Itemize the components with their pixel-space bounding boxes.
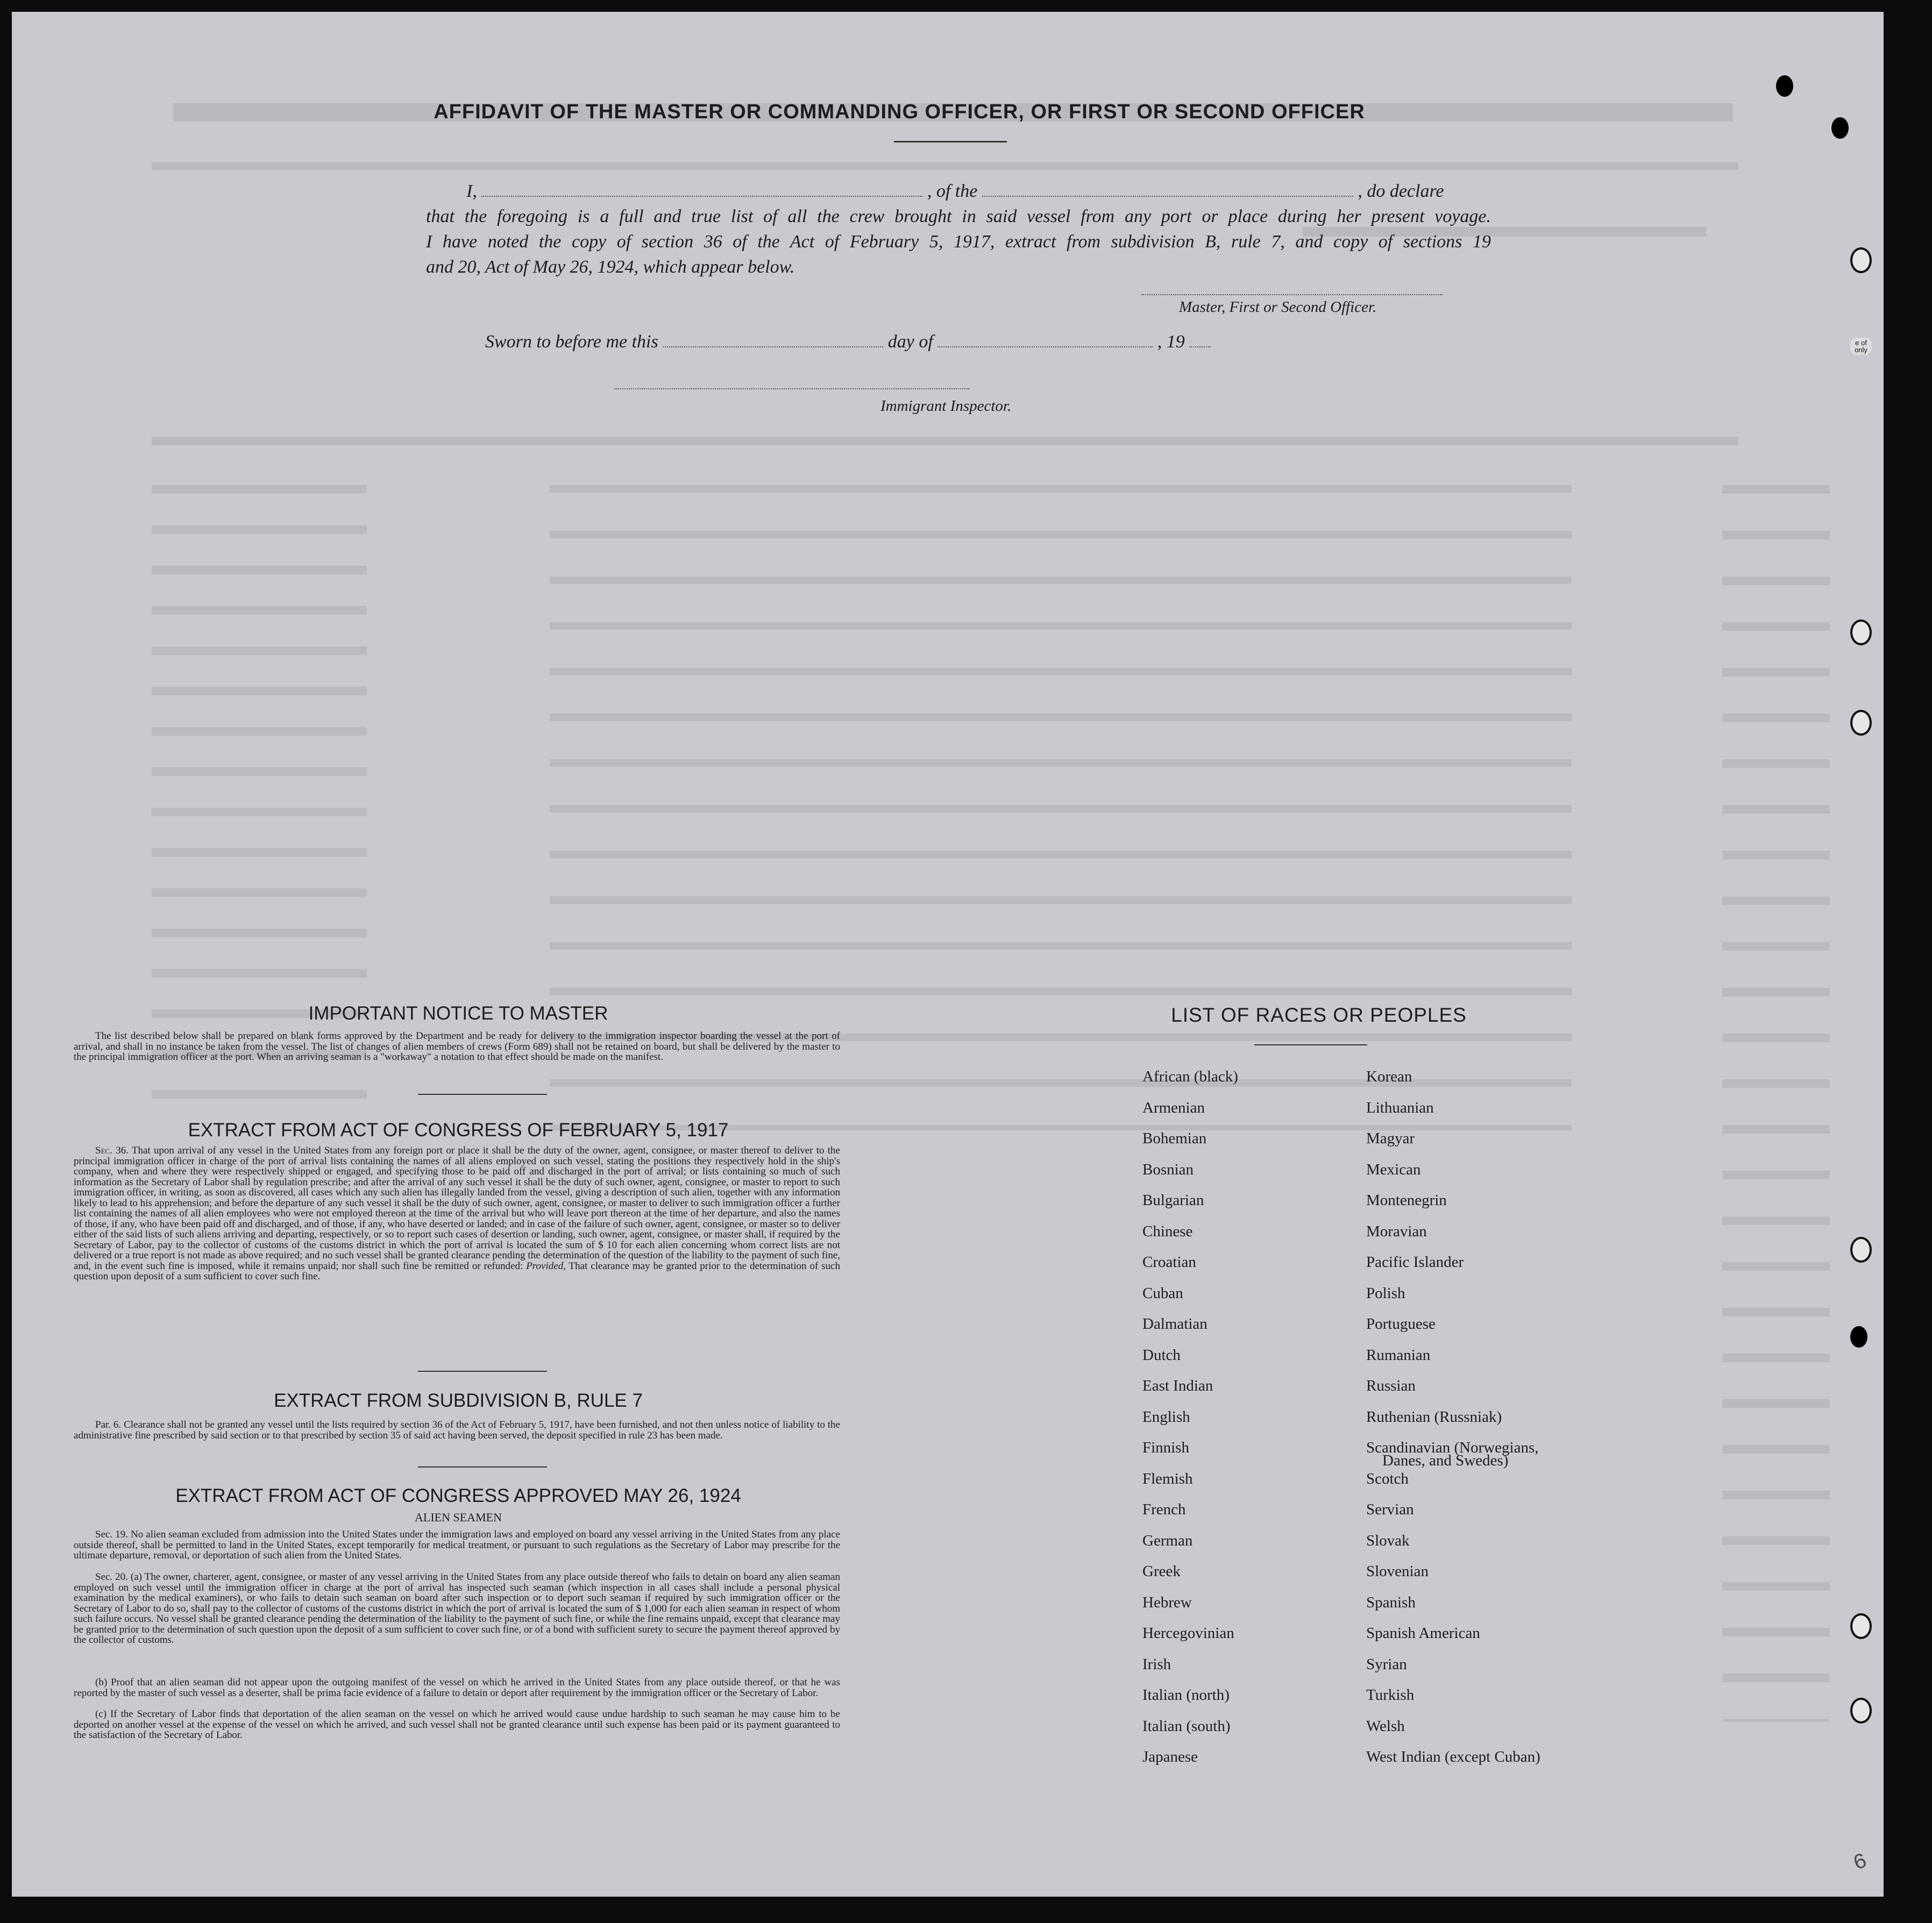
- master-signature-line[interactable]: [1141, 294, 1443, 295]
- act-1917-title: EXTRACT FROM ACT OF CONGRESS OF FEBRUARY 5, 1917: [188, 1120, 729, 1141]
- race-item: Finnish: [1142, 1439, 1190, 1456]
- race-item: Servian: [1366, 1501, 1414, 1518]
- race-item: English: [1142, 1408, 1190, 1426]
- race-item-scandinavian: [1366, 1440, 1624, 1471]
- race-item: Slovak: [1366, 1532, 1410, 1549]
- race-item: French: [1142, 1501, 1186, 1518]
- races-title-rule: [1254, 1044, 1367, 1045]
- race-item: Croatian: [1142, 1253, 1196, 1271]
- declaration-line-1: [426, 179, 1491, 204]
- vessel-name-blank-field[interactable]: [982, 182, 1353, 197]
- binder-hole-icon: [1850, 1613, 1872, 1639]
- race-item: Dalmatian: [1142, 1315, 1208, 1333]
- act-1917-provided: Provided,: [526, 1260, 566, 1272]
- race-item: Flemish: [1142, 1470, 1193, 1487]
- act-1917-body: [74, 1145, 840, 1282]
- act-1924-sec-20b: (b) Proof that an alien seaman did not appear upon the outgoing manifest of the vessel on which he arrived in the United States from any place outside thereof, or that he was reported by the master of such vessel as a deserter, shall be prima facie evidence of a failure to detain or deport after requirement by the immigration officer or the Secretary of Labor.: [74, 1677, 840, 1699]
- binder-hole-icon: [1850, 1326, 1867, 1348]
- act-1924-sec-20a: Sec. 20. (a) The owner, charterer, agent, consignee, or master of any vessel arriving in the United States from any place outside thereof who fails to detain on board any alien seaman employed on such vessel until the immigration officer in charge at the port of arrival has inspected such seaman (which inspection in all cases shall include a personal physical examination by the medical examiners), or who fails to detain such seaman on board after such inspection or to deport such seaman if required by such immigration officer or the Secretary of Labor to do so, shall pay to the collector of customs of the customs district in which the port of arrival is located the sum of $ 1,000 for each alien seaman in respect of whom such failure occurs. No vessel shall be granted clearance pending the determination of the liability to the payment of such fine, or while the fine remains unpaid, except that clearance may be granted prior to the determination of such question upon the deposit of a sum sufficient to cover such fine, or of a bond with sufficient surety to secure the payment thereof approved by the collector of customs.: [74, 1571, 840, 1646]
- race-item: Hebrew: [1142, 1593, 1192, 1611]
- binder-hole-icon: [1776, 75, 1793, 97]
- binder-hole-icon: [1850, 619, 1872, 645]
- affidavit-title-rule: [894, 141, 1007, 143]
- margin-tab-text: e of only: [1850, 338, 1872, 355]
- race-item: Scandinavian (Norwegians,: [1366, 1439, 1539, 1456]
- race-item: Syrian: [1366, 1655, 1407, 1673]
- notice-body: The list described below shall be prepared on blank forms approved by the Department and be ready for delivery to the immigration inspector boarding the vessel at the port of arrival, and shall in no instance be taken from the vessel. The list of changes of alien members of crews (Form 689) shall not be retained on board, but shall be delivered by the master to the principal immigration officer at the port. When an arriving seaman is a "workaway" a notation to that effect should be made on the manifest.: [74, 1030, 840, 1063]
- act-1917-text-end: That clearance may be granted prior to the determination of such question upon deposit of a sum sufficient to cover such fine.: [74, 1260, 840, 1282]
- document-page: [12, 12, 1884, 1897]
- act-1924-title: EXTRACT FROM ACT OF CONGRESS APPROVED MAY 26, 1924: [175, 1485, 741, 1506]
- race-item: Italian (south): [1142, 1717, 1231, 1735]
- race-item: Portuguese: [1366, 1315, 1436, 1333]
- race-item: Moravian: [1366, 1222, 1427, 1240]
- name-blank-field[interactable]: [481, 182, 922, 197]
- race-item: Ruthenian (Russniak): [1366, 1408, 1502, 1426]
- sworn-month-blank-field[interactable]: [937, 332, 1153, 347]
- master-signature-caption: Master, First or Second Officer.: [1179, 298, 1377, 316]
- inspector-signature-caption: Immigrant Inspector.: [880, 397, 1012, 415]
- notice-title: IMPORTANT NOTICE TO MASTER: [308, 1003, 608, 1024]
- notice-divider: [418, 1094, 547, 1095]
- race-item: Turkish: [1366, 1686, 1415, 1704]
- race-item: Mexican: [1366, 1160, 1421, 1178]
- race-item: Armenian: [1142, 1099, 1205, 1116]
- race-item: German: [1142, 1532, 1193, 1549]
- sworn-text: Sworn to before me this: [485, 332, 658, 352]
- race-item: Montenegrin: [1366, 1192, 1447, 1209]
- act-1924-sec-19: Sec. 19. No alien seaman excluded from admission into the United States under the immigration laws and employed on board any vessel arriving in the United States from any place outside thereof, shall be permitted to land in the United States, except temporarily for medical treatment, or pursuant to such regulations as the Secretary of Labor may prescribe for the ultimate departure, removal, or deportation of such alien from the United States.: [74, 1529, 840, 1561]
- rule-7-divider: [418, 1466, 547, 1468]
- race-item: Hercegovinian: [1142, 1625, 1234, 1642]
- race-item: Polish: [1366, 1284, 1405, 1302]
- declaration-do-declare: , do declare: [1358, 181, 1444, 201]
- race-item: Cuban: [1142, 1284, 1183, 1302]
- race-item: West Indian (except Cuban): [1366, 1748, 1540, 1765]
- race-item: East Indian: [1142, 1377, 1213, 1394]
- sworn-line: [485, 329, 1292, 354]
- race-item: Chinese: [1142, 1222, 1193, 1240]
- declaration-line-4: and 20, Act of May 26, 1924, which appear below.: [426, 257, 795, 277]
- sworn-year-blank-field[interactable]: [1189, 332, 1211, 347]
- race-item: Japanese: [1142, 1748, 1198, 1765]
- race-item: Italian (north): [1142, 1686, 1230, 1704]
- sworn-year: , 19: [1157, 332, 1185, 352]
- race-item: Irish: [1142, 1655, 1171, 1673]
- race-item: African (black): [1142, 1068, 1238, 1085]
- act-1924-sec-20c: (c) If the Secretary of Labor finds that deportation of the alien seaman on the vessel on which he arrived would cause undue hardship to such seaman he may cause him to be deported on another vessel at the expense of the vessel on which he arrived, and such vessel shall not be granted clearance until such expense has been paid or its payment guaranteed to the satisfaction of the Secretary of Labor.: [74, 1708, 840, 1741]
- race-item: Rumanian: [1366, 1346, 1431, 1364]
- race-item: Greek: [1142, 1563, 1181, 1580]
- race-item: Bosnian: [1142, 1160, 1194, 1178]
- race-item: Slovenian: [1366, 1563, 1429, 1580]
- binder-hole-icon: [1850, 710, 1872, 736]
- sworn-day-blank-field[interactable]: [663, 332, 883, 347]
- race-item: Spanish: [1366, 1593, 1416, 1611]
- act-1924-subtitle: ALIEN SEAMEN: [415, 1511, 502, 1524]
- race-item-continuation: Danes, and Swedes): [1382, 1452, 1509, 1469]
- race-item: Korean: [1366, 1068, 1412, 1085]
- corner-page-mark: 6: [1850, 1849, 1871, 1877]
- act-1917-divider: [418, 1371, 547, 1372]
- binder-hole-icon: [1850, 1237, 1872, 1263]
- declaration-of-the: , of the: [927, 181, 978, 201]
- race-item: Pacific Islander: [1366, 1253, 1464, 1271]
- race-item: Bohemian: [1142, 1130, 1207, 1147]
- race-item: Russian: [1366, 1377, 1416, 1394]
- binder-hole-icon: [1831, 117, 1849, 139]
- declaration-i: I,: [466, 181, 477, 201]
- race-item: Welsh: [1366, 1717, 1405, 1735]
- rule-7-title: EXTRACT FROM SUBDIVISION B, RULE 7: [274, 1390, 643, 1411]
- race-item: Scotch: [1366, 1470, 1409, 1487]
- act-1917-section: Sec. 36.: [95, 1145, 129, 1156]
- affidavit-title: AFFIDAVIT OF THE MASTER OR COMMANDING OFFICER, OR FIRST OR SECOND OFFICER: [434, 101, 1365, 123]
- races-title: LIST OF RACES OR PEOPLES: [1171, 1004, 1467, 1026]
- race-item: Lithuanian: [1366, 1099, 1434, 1116]
- race-item: Bulgarian: [1142, 1192, 1204, 1209]
- act-1917-text: That upon arrival of any vessel in the United States from any foreign port or place it shall be the duty of the owner, agent, consignee, or master thereof to deliver to the principal immigration officer in charge of the port of arrival lists containing the names of all aliens employed on such vessel, stating the positions they respectively hold in the ship's company, when and where they were respectively shipped or engaged, and specifying those to be paid off and discharged in the port of arrival; or lists containing so much of such information as the Secretary of Labor shall by regulation prescribe; and after the arrival of any such vessel it shall be the duty of such owner, agent, consignee, or master to report to such immigration officer, in writing, as soon as discovered, all cases which any such alien has illegally landed from the vessel, giving a description of such alien, together with any information likely to lead to his apprehension; and before the departure of any such vessel it shall be the duty of such owner, agent, consignee, or master to deliver to such immigration officer a further list containing the names of all alien employees who were not employed thereon at the time of the arrival but who will leave port thereon at the time of her departure, and also the names of those, if any, who have been paid off and discharged, and of those, if any, who have deserted or landed; and in case of the failure of such owner, agent, consignee, or master so to deliver either of the said lists of such aliens arriving and departing, respectively, or so to report such cases of desertion or landing, such owner, agent, consignee, or master shall, if required by the Secretary of Labor, pay to the collector of customs of the customs district in which the port of arrival is located the sum of $ 10 for each alien concerning whom correct lists are not delivered or a true report is not made as above required; and no such vessel shall be granted clearance pending the determination of the question of the liability to the payment of such fine, and, in the event such fine is imposed, while it remains unpaid; nor shall such fine be remitted or refunded:: [74, 1145, 840, 1272]
- race-item: Spanish American: [1366, 1625, 1480, 1642]
- races-right-column: [1366, 1069, 1624, 1780]
- rule-7-body: Par. 6. Clearance shall not be granted any vessel until the lists required by section 36 of the Act of February 5, 1917, have been furnished, and not then unless notice of liability to the administrative fine prescribed by said section or to that prescribed by section 35 of said act having been served, the deposit specified in rule 23 has been made.: [74, 1419, 840, 1441]
- declaration-line-3: I have noted the copy of section 36 of the Act of February 5, 1917, extract from subdivision B, rule 7, and copy of sections 19: [426, 232, 1491, 252]
- sworn-day-of: day of: [887, 332, 933, 352]
- declaration-line-2: that the foregoing is a full and true list of all the crew brought in said vessel from any port or place during her present voyage.: [426, 206, 1491, 226]
- binder-hole-icon: [1850, 1698, 1872, 1723]
- race-item: Magyar: [1366, 1130, 1415, 1147]
- race-item: Dutch: [1142, 1346, 1181, 1364]
- races-left-column: [1142, 1069, 1347, 1780]
- inspector-signature-line[interactable]: [614, 388, 969, 389]
- binder-hole-icon: [1850, 247, 1872, 273]
